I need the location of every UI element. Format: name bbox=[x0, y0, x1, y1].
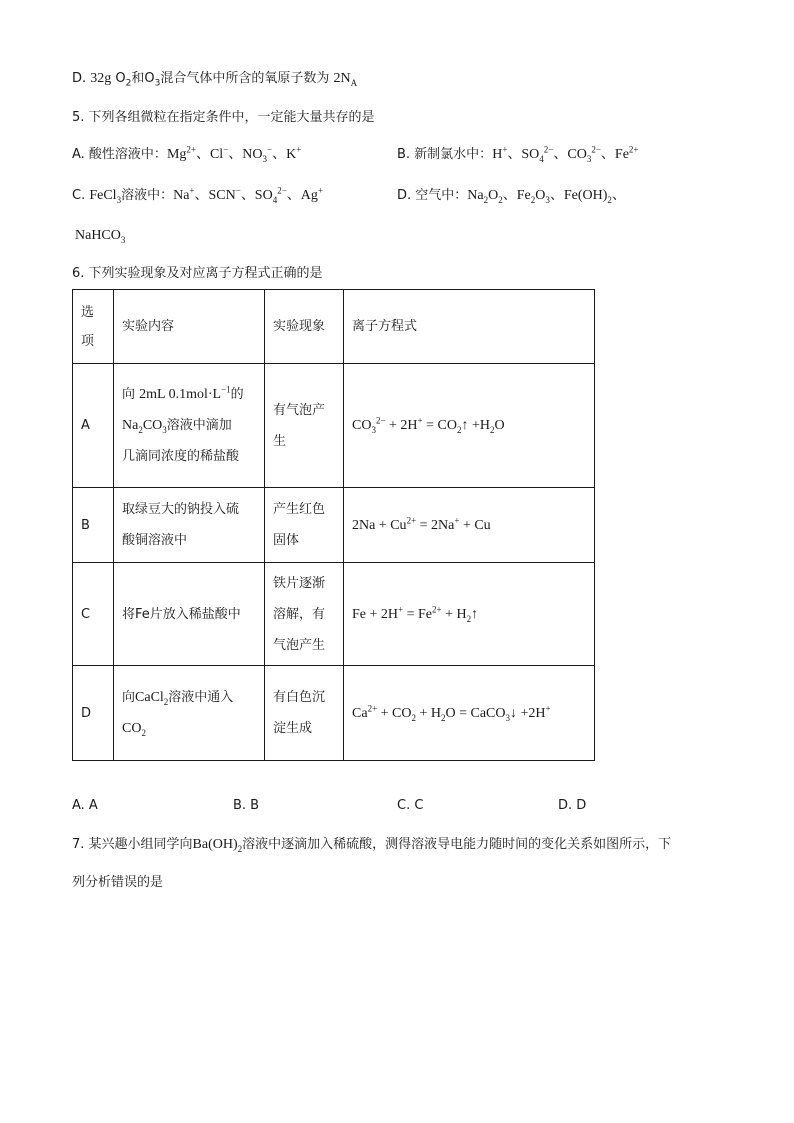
row-option: C bbox=[73, 563, 114, 666]
q6-answer-c: C. C bbox=[397, 798, 424, 813]
table-row bbox=[73, 563, 595, 666]
q5-stem: 5. 下列各组微粒在指定条件中，一定能大量共存的是 bbox=[72, 110, 375, 125]
q6-table bbox=[72, 289, 595, 761]
q5-option-b: B. 新制氯水中：H+、$SO_4^{2-}$、$CO_3^{2-}$、$Fe^{2+}$ bbox=[397, 144, 639, 164]
row-option: B bbox=[73, 488, 114, 563]
q5-option-c: C. FeCl$_3$溶液中：Na+、SCN−、$SO_4^{2-}$、Ag+ bbox=[72, 185, 323, 205]
table-header-row bbox=[73, 290, 595, 364]
row-content: 取绿豆大的钠投入硫 酸铜溶液中 bbox=[114, 488, 265, 563]
row-content: 将Fe片放入稀盐酸中 bbox=[114, 563, 265, 666]
row-equation: $Fe + 2H^+ = Fe^{2+}$ + $H_2↑$ bbox=[344, 563, 595, 666]
q6-answer-b: B. B bbox=[233, 798, 260, 813]
q5-option-d: D. 空气中：$Na_2O_2$、$Fe_2O_3$、$Fe(OH)_2$、 bbox=[397, 188, 626, 205]
header-phenomenon: 实验现象 bbox=[265, 290, 344, 364]
header-content: 实验内容 bbox=[114, 290, 265, 364]
row-phenomenon: 铁片逐渐 溶解，有 气泡产生 bbox=[265, 563, 344, 666]
row-option: D bbox=[73, 666, 114, 761]
table-row bbox=[73, 488, 595, 563]
q5-option-d-cont: NaHCO$_3$ bbox=[75, 228, 126, 245]
row-phenomenon: 有气泡产 生 bbox=[265, 364, 344, 488]
q6-answer-d: D. D bbox=[558, 798, 587, 813]
q5-option-a: A. 酸性溶液中：$Mg^{2+}$、Cl−、$NO_3^-$、K+ bbox=[72, 144, 302, 164]
row-content: 向 2mL $0.1mol\cdot L^{-1}$的 $Na_2CO_3$溶液中滴加 几滴同浓度的稀盐酸 bbox=[114, 364, 265, 488]
row-equation: $CO_3^{2-} + 2H^+$ = $CO_2↑ +H_2O$ bbox=[344, 364, 595, 488]
q7-stem: 7. 某兴趣小组同学向$Ba(OH)_2$溶液中逐滴加入稀硫酸，测得溶液导电能力随时间的变化关系如图所示，下 bbox=[72, 837, 672, 854]
row-equation: $Ca^{2+} + CO_2 + H_2O$ = CaCO$_3$↓ +2H+ bbox=[344, 666, 595, 761]
row-phenomenon: 有白色沉 淀生成 bbox=[265, 666, 344, 761]
q4-option-d: D. 32g $O_2$和$O_3$混合气体中所含的氧原子数为 $2N_A$ bbox=[72, 71, 358, 89]
table-row bbox=[73, 666, 595, 761]
row-phenomenon: 产生红色 固体 bbox=[265, 488, 344, 563]
row-content: 向CaCl$_2$溶液中通入 $CO_2$ bbox=[114, 666, 265, 761]
row-equation: $2Na + Cu^{2+} = 2Na^+ + Cu$ bbox=[344, 488, 595, 563]
header-equation: 离子方程式 bbox=[344, 290, 595, 364]
q6-answer-a: A. A bbox=[72, 798, 98, 813]
q6-stem: 6. 下列实验现象及对应离子方程式正确的是 bbox=[72, 266, 323, 281]
q7-stem-cont: 列分析错误的是 bbox=[72, 875, 164, 890]
header-option: 选 项 bbox=[73, 290, 114, 364]
table-row bbox=[73, 364, 595, 488]
row-option: A bbox=[73, 364, 114, 488]
